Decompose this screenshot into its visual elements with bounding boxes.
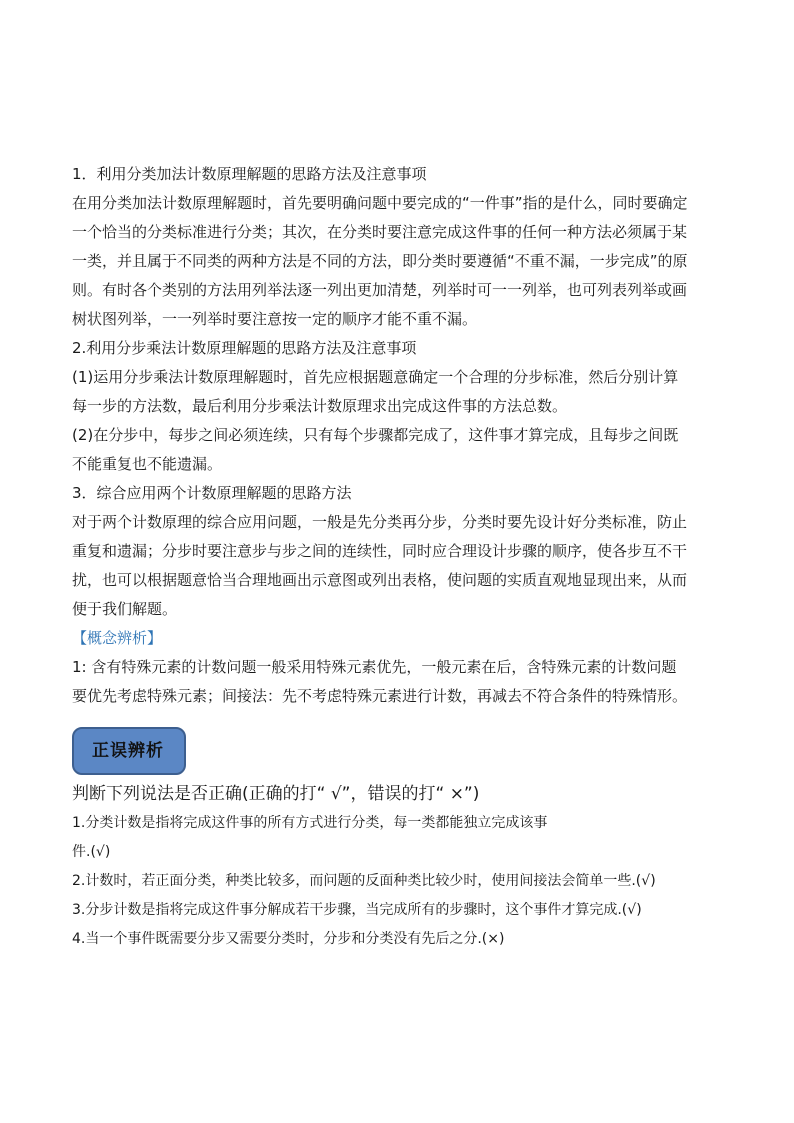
section-1-line: 一类，并且属于不同类的两种方法是不同的方法，即分类时要遵循“不重不漏，一步完成”的原 xyxy=(72,252,688,270)
section-2-line: (2)在分步中，每步之间必须连续，只有每个步骤都完成了，这件事才算完成，且每步之间既 xyxy=(72,426,679,444)
section-1-heading: 1．利用分类加法计数原理解题的思路方法及注意事项 xyxy=(72,165,427,183)
section-1-line: 树状图列举，一一列举时要注意按一定的顺序才能不重不漏。 xyxy=(72,310,478,328)
section-1-line: 一个恰当的分类标准进行分类；其次，在分类时要注意完成这件事的任何一种方法必须属于某 xyxy=(72,223,688,241)
section-3-line: 便于我们解题。 xyxy=(72,600,178,618)
judge-item: 1.分类计数是指将完成这件事的所有方式进行分类，每一类都能独立完成该事 xyxy=(72,815,548,831)
section-1-line: 在用分类加法计数原理解题时，首先要明确问题中要完成的“一件事”指的是什么，同时要确定 xyxy=(72,194,688,212)
judge-section xyxy=(72,779,726,954)
section-1 xyxy=(72,160,726,334)
judge-item: 4.当一个事件既需要分步又需要分类时，分步和分类没有先后之分.(×) xyxy=(72,931,505,947)
section-3-heading: 3．综合应用两个计数原理解题的思路方法 xyxy=(72,484,352,502)
section-2-line: 不能重复也不能遗漏。 xyxy=(72,455,223,473)
concept-line: 要优先考虑特殊元素；间接法：先不考虑特殊元素进行计数，再减去不符合条件的特殊情形。 xyxy=(72,687,688,705)
section-3-line: 重复和遗漏；分步时要注意步与步之间的连续性，同时应合理设计步骤的顺序，使各步互不干 xyxy=(72,542,688,560)
section-2-line: (1)运用分步乘法计数原理解题时，首先应根据题意确定一个合理的分步标准，然后分别计算 xyxy=(72,368,679,386)
section-badge: 正误辨析 xyxy=(72,727,186,775)
section-2 xyxy=(72,334,726,479)
section-3-line: 对于两个计数原理的综合应用问题，一般是先分类再分步，分类时要先设计好分类标准，防止 xyxy=(72,513,688,531)
judge-item: 3.分步计数是指将完成这件事分解成若干步骤，当完成所有的步骤时，这个事件才算完成.(√) xyxy=(72,902,642,918)
concept-section xyxy=(72,624,726,711)
judge-title: 判断下列说法是否正确(正确的打“ √”，错误的打“ ×”) xyxy=(72,784,480,804)
concept-line: 1: 含有特殊元素的计数问题一般采用特殊元素优先，一般元素在后，含特殊元素的计数问题 xyxy=(72,658,677,676)
judge-item: 件.(√) xyxy=(72,844,111,860)
section-2-line: 每一步的方法数，最后利用分步乘法计数原理求出完成这件事的方法总数。 xyxy=(72,397,568,415)
badge-container xyxy=(72,727,726,779)
document-page xyxy=(72,160,726,954)
section-3 xyxy=(72,479,726,624)
section-3-line: 扰，也可以根据题意恰当合理地画出示意图或列出表格，使问题的实质直观地显现出来，从而 xyxy=(72,571,688,589)
concept-tag: 【概念辨析】 xyxy=(72,629,163,647)
judge-item: 2.计数时，若正面分类，种类比较多，而问题的反面种类比较少时，使用间接法会简单一些.(√) xyxy=(72,873,656,889)
section-2-heading: 2.利用分步乘法计数原理解题的思路方法及注意事项 xyxy=(72,339,417,357)
section-1-line: 则。有时各个类别的方法用列举法逐一列出更加清楚，列举时可一一列举，也可列表列举或画 xyxy=(72,281,688,299)
